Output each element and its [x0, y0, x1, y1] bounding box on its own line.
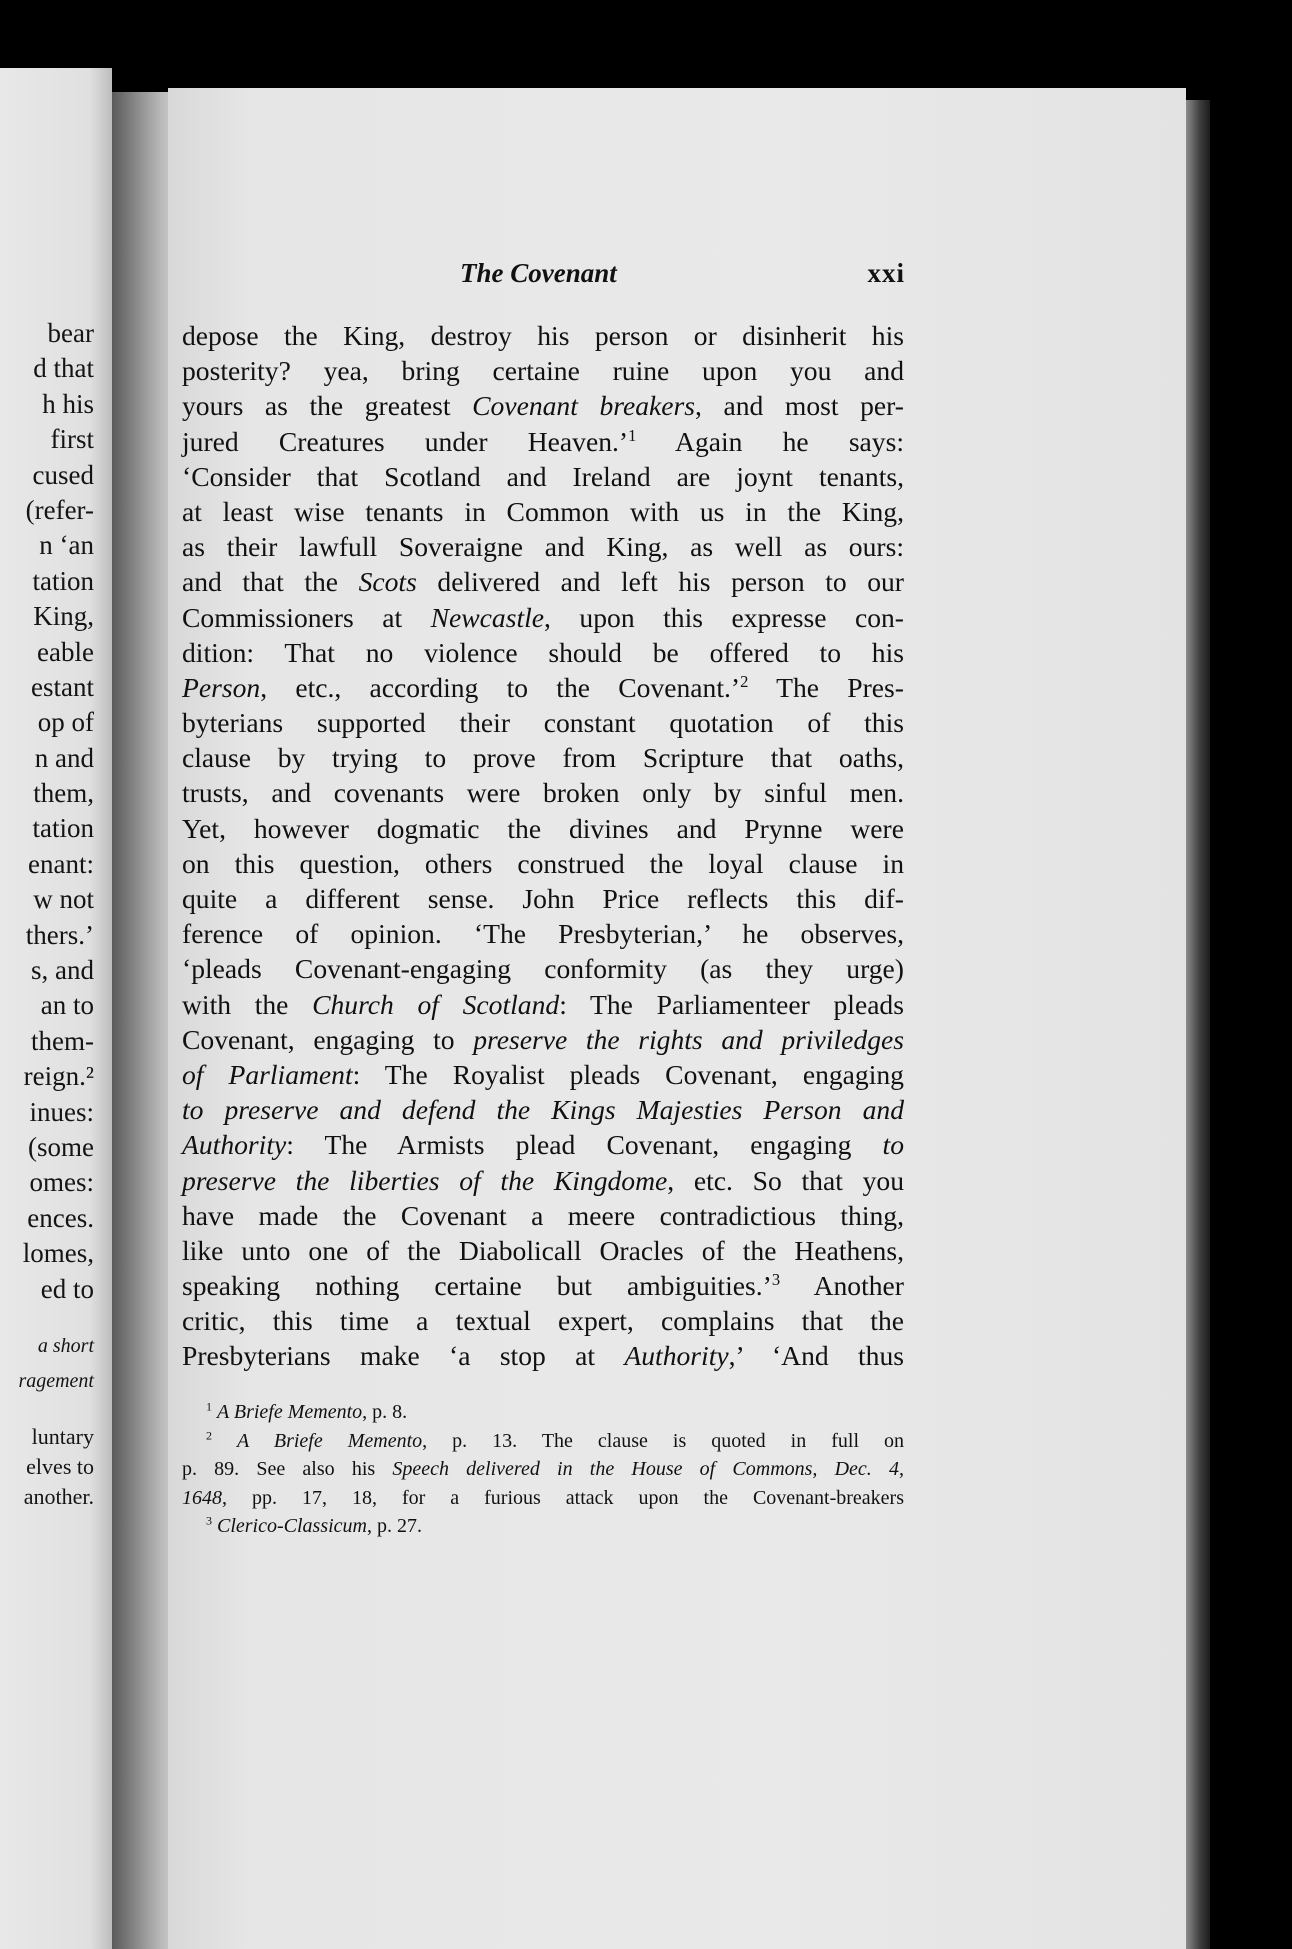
text-line: of Parliament: The Royalist pleads Covenant, engaging	[182, 1058, 904, 1090]
facing-spacer	[0, 1307, 94, 1329]
text-line: as their lawfull Soveraigne and King, as well as ours:	[182, 531, 904, 563]
facing-text-line: tation	[32, 565, 94, 596]
text-line: ‘Consider that Scotland and Ireland are joynt tenants,	[182, 460, 904, 492]
running-head	[185, 258, 905, 292]
facing-text-line: an to	[40, 990, 94, 1021]
text-line: at least wise tenants in Common with us in the King,	[182, 495, 904, 527]
footnote-2-cont: p. 89. See also his Speech delivered in the House of Commons, Dec. 4,	[182, 1458, 904, 1480]
facing-text-line: n ‘an	[39, 530, 94, 561]
text-line: Person, etc., according to the Covenant.’$^2$ The Pres-	[182, 671, 904, 703]
facing-text-line: lomes,	[22, 1238, 94, 1269]
text-line: quite a different sense. John Price reflects this dif-	[182, 883, 904, 914]
footnote-2-cont: 1648, pp. 17, 18, for a furious attack upon the Covenant-breakers	[182, 1486, 904, 1509]
text-line: trusts, and covenants were broken only by sinful men.	[182, 777, 904, 809]
text-line: on this question, others construed the loyal clause in	[182, 847, 904, 879]
text-line: posterity? yea, bring certaine ruine upon you and	[182, 355, 904, 387]
facing-text-line: ed to	[40, 1273, 94, 1304]
text-line: critic, this time a textual expert, complains that the	[182, 1305, 904, 1337]
text-line: Covenant, engaging to preserve the rights and priviledges	[182, 1023, 904, 1055]
text-line: Presbyterians make ‘a stop at Authority,’ ‘And thus	[182, 1340, 904, 1372]
facing-page-text	[0, 316, 94, 1512]
facing-text-line: tation	[32, 813, 94, 844]
text-line: and that the Scots delivered and left his person to our	[182, 566, 904, 598]
text-line: clause by trying to prove from Scripture that oaths,	[182, 742, 904, 774]
facing-text-line: estant	[31, 671, 94, 702]
facing-text-line: h his	[42, 388, 94, 419]
facing-footnote-line: luntary	[31, 1423, 94, 1449]
facing-text-line: s, and	[31, 955, 94, 986]
facing-footnote-line: elves to	[26, 1453, 94, 1479]
text-line: depose the King, destroy his person or disinherit his	[182, 320, 904, 351]
facing-text-line: n and	[34, 742, 94, 773]
facing-text-line: ences.	[27, 1202, 94, 1233]
facing-text-line: w not	[33, 884, 94, 915]
facing-text-line: bear	[47, 318, 94, 348]
text-line: jured Creatures under Heaven.’$^1$ Again he says:	[182, 425, 905, 457]
text-line: dition: That no violence should be offered to his	[182, 636, 904, 668]
footnotes	[182, 1398, 904, 1541]
footnote-3: $^3$ Clerico-Classicum, p. 27.	[206, 1513, 422, 1537]
text-line: preserve the liberties of the Kingdome, etc. So that you	[182, 1164, 904, 1196]
text-line: ference of opinion. ‘The Presbyterian,’ he observes,	[182, 918, 904, 950]
facing-text-line: omes:	[29, 1167, 94, 1198]
text-line: ‘pleads Covenant-engaging conformity (as they urge)	[182, 953, 904, 985]
body-text	[182, 318, 904, 1374]
facing-text-line: eable	[37, 636, 94, 667]
facing-text-line: (refer-	[25, 494, 94, 525]
facing-text-line: op of	[37, 707, 94, 738]
facing-text-line: them-	[31, 1025, 94, 1056]
facing-page	[0, 68, 112, 1949]
text-line: Commissioners at Newcastle, upon this expresse con-	[182, 601, 904, 633]
facing-footnote-line: ragement	[18, 1370, 94, 1393]
text-line: to preserve and defend the Kings Majesties Person and	[182, 1094, 904, 1126]
footnote-ref: 2	[740, 671, 749, 691]
text-line: yours as the greatest Covenant breakers, and most per-	[182, 390, 904, 422]
facing-spacer	[0, 1400, 94, 1422]
page-edge	[1186, 100, 1210, 1949]
footnote-ref: 1	[628, 425, 637, 445]
facing-text-line: King,	[33, 601, 94, 632]
facing-text-line: inues:	[29, 1096, 94, 1127]
facing-text-line: (some	[28, 1131, 94, 1162]
footnote-1: $^1$ A Briefe Memento, p. 8.	[206, 1399, 408, 1423]
text-line: Authority: The Armists plead Covenant, engaging to	[182, 1129, 904, 1161]
running-head-title: The Covenant	[460, 258, 617, 288]
facing-text-line: enant:	[28, 848, 94, 879]
facing-footnote-line: a short	[37, 1334, 94, 1357]
text-line: like unto one of the Diabolicall Oracles of the Heathens,	[182, 1234, 904, 1266]
facing-text-line: d that	[33, 353, 94, 384]
facing-footnote-line: another.	[23, 1483, 94, 1509]
text-line: with the Church of Scotland: The Parliamenteer pleads	[182, 988, 904, 1020]
text-line: Yet, however dogmatic the divines and Prynne were	[182, 812, 904, 844]
facing-text-line: reign.²	[23, 1061, 94, 1092]
footnote-ref: 3	[771, 1269, 781, 1289]
facing-text-line: first	[50, 424, 94, 455]
facing-text-line: them,	[33, 778, 94, 809]
text-line: byterians supported their constant quotation of this	[182, 707, 904, 739]
footnote-2: $^2$ A Briefe Memento, p. 13. The clause is quoted in full on	[206, 1427, 905, 1452]
text-line: have made the Covenant a meere contradictious thing,	[182, 1199, 904, 1231]
page-number: xxi	[867, 258, 905, 288]
facing-text-line: cused	[32, 459, 94, 490]
text-line: speaking nothing certaine but ambiguities.’$^3$ Another	[182, 1269, 904, 1302]
facing-text-line: thers.’	[25, 919, 94, 950]
